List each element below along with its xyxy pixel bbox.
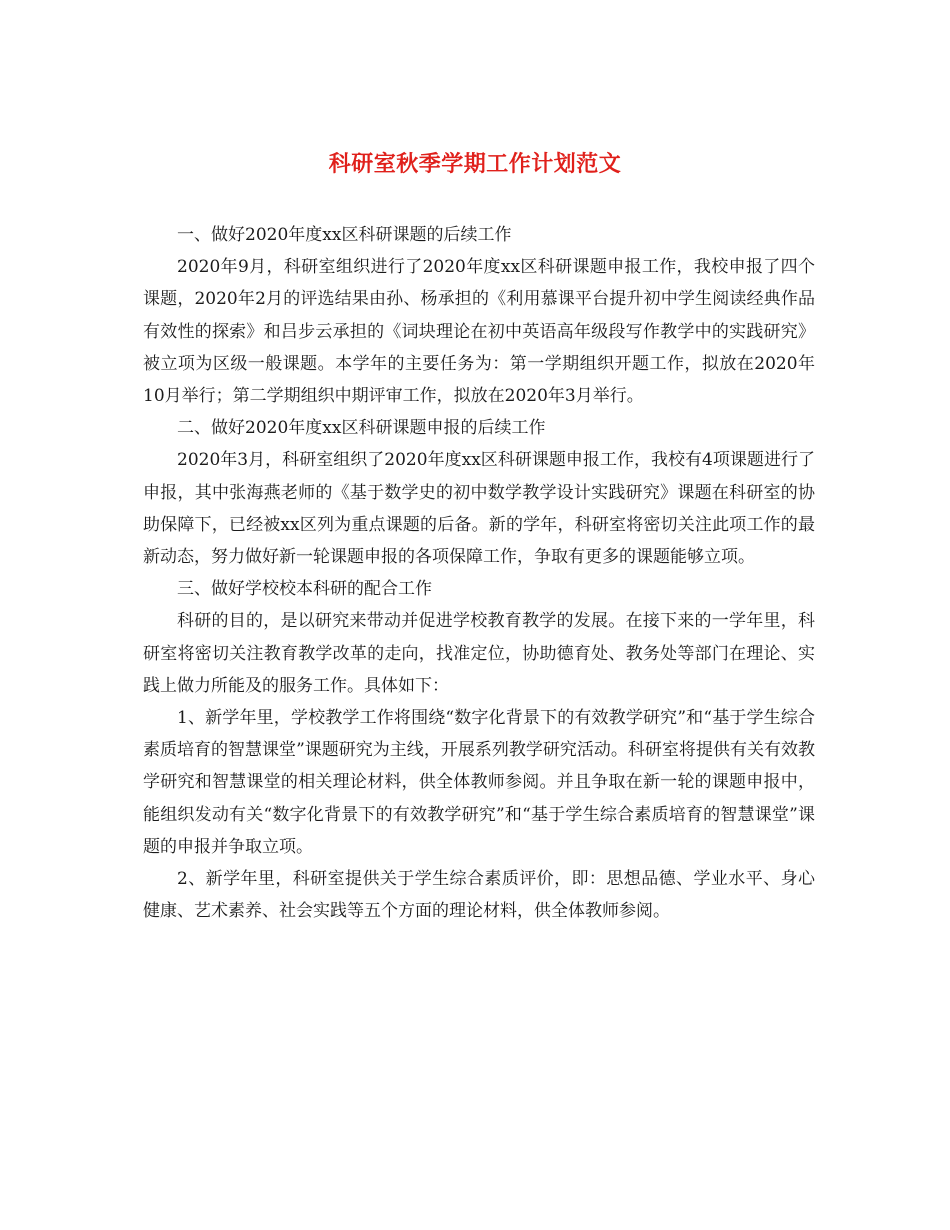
section-heading-3: 三、做好学校校本科研的配合工作: [177, 579, 432, 600]
document-title: 科研室秋季学期工作计划范文: [328, 150, 622, 177]
paragraph-5: 2、新学年里，科研室提供关于学生综合素质评价，即：思想品德、学业水平、身心健康、艺术素养、社会实践等五个方面的理论材料，供全体教师参阅。: [143, 869, 815, 922]
paragraph-1: 2020年9月，科研室组织进行了2020年度xx区科研课题申报工作，我校申报了四个课题，2020年2月的评选结果由孙、杨承担的《利用慕课平台提升初中学生阅读经典作品有效性的探索》和吕步云承担的《词块理论在初中英语高年级段写作教学中的实践研究》被立项为区级一般课题。本学年的主要任务为：第一学期组织开题工作，拟放在2020年10月举行；第二学期组织中期评审工作，拟放在2020年3月举行。: [143, 257, 815, 407]
document-body: [143, 219, 815, 927]
paragraph-4: 1、新学年里，学校教学工作将围绕“数字化背景下的有效教学研究”和“基于学生综合素质培育的智慧课堂”课题研究为主线，开展系列教学研究活动。科研室将提供有关有效教学研究和智慧课堂的相关理论材料，供全体教师参阅。并且争取在新一轮的课题申报中，能组织发动有关“数字化背景下的有效教学研究”和“基于学生综合素质培育的智慧课堂”课题的申报并争取立项。: [143, 708, 815, 857]
section-heading-1: 一、做好2020年度xx区科研课题的后续工作: [177, 225, 512, 245]
section-heading-2: 二、做好2020年度xx区科研课题申报的后续工作: [177, 418, 546, 439]
paragraph-2: 2020年3月，科研室组织了2020年度xx区科研课题申报工作，我校有4项课题进行了申报，其中张海燕老师的《基于数学史的初中数学教学设计实践研究》课题在科研室的协助保障下，已经被xx区列为重点课题的后备。新的学年，科研室将密切关注此项工作的最新动态，努力做好新一轮课题申报的各项保障工作，争取有更多的课题能够立项。: [143, 450, 815, 568]
paragraph-3: 科研的目的，是以研究来带动并促进学校教育教学的发展。在接下来的一学年里，科研室将密切关注教育教学改革的走向，找准定位，协助德育处、教务处等部门在理论、实践上做力所能及的服务工作。具体如下：: [143, 611, 815, 696]
